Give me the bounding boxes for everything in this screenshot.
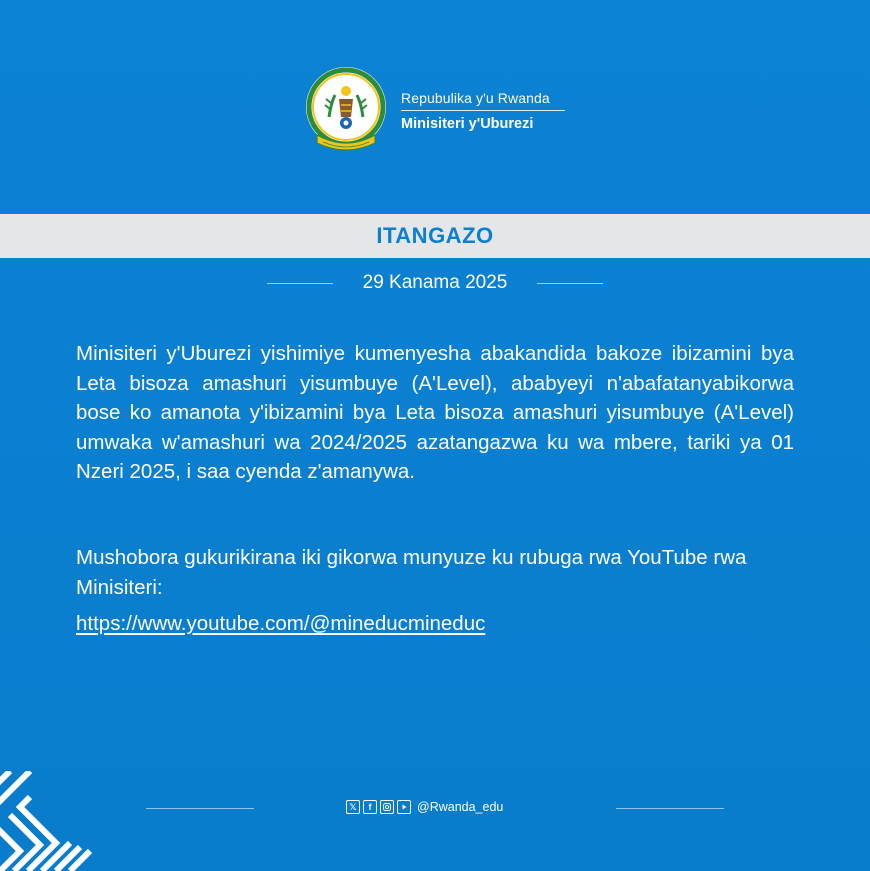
date-row xyxy=(0,268,870,298)
ministry-block xyxy=(401,89,565,134)
instagram-icon[interactable] xyxy=(380,800,394,814)
announcement-date: 29 Kanama 2025 xyxy=(362,272,508,293)
facebook-icon[interactable]: f xyxy=(363,800,377,814)
date-divider-right xyxy=(537,283,603,284)
social-links xyxy=(346,800,503,814)
header xyxy=(303,65,565,157)
youtube-link[interactable]: https://www.youtube.com/@mineducmineduc xyxy=(76,612,486,635)
date-divider-left xyxy=(267,283,333,284)
footer-divider-right xyxy=(616,808,724,809)
announcement-title: ITANGAZO xyxy=(376,223,494,248)
social-handle[interactable]: @Rwanda_edu xyxy=(417,800,504,814)
title-band xyxy=(0,214,870,258)
x-icon[interactable]: 𝕏 xyxy=(346,800,360,814)
announcement-paragraph-1: Minisiteri y'Uburezi yishimiye kumenyesha abakandida bakoze ibizamini bya Leta bisoza amashuri yisumbuye (A'Level), ababyeyi n'abafatanyabikorwa bose ko amanota y'ibizamini bya Leta bisoza amashuri yisumbuye (A'Level) umwaka w'amashuri wa 2024/2025 azatangazwa ku wa mbere, tariki ya 01 Nzeri 2025, i saa cyenda z'amanywa. xyxy=(76,342,794,483)
footer xyxy=(0,797,870,821)
republic-name: Repubulika y'u Rwanda xyxy=(401,89,565,111)
announcement-body xyxy=(76,339,794,487)
announcement-paragraph-2: Mushobora gukurikirana iki gikorwa munyuze ku rubuga rwa YouTube rwa Minisiteri: xyxy=(76,546,747,599)
corner-pattern-decoration xyxy=(0,771,100,871)
ministry-name: Minisiteri y'Uburezi xyxy=(401,115,534,132)
youtube-icon[interactable] xyxy=(397,800,411,814)
rwanda-coat-of-arms-icon xyxy=(303,65,389,157)
footer-divider-left xyxy=(146,808,254,809)
